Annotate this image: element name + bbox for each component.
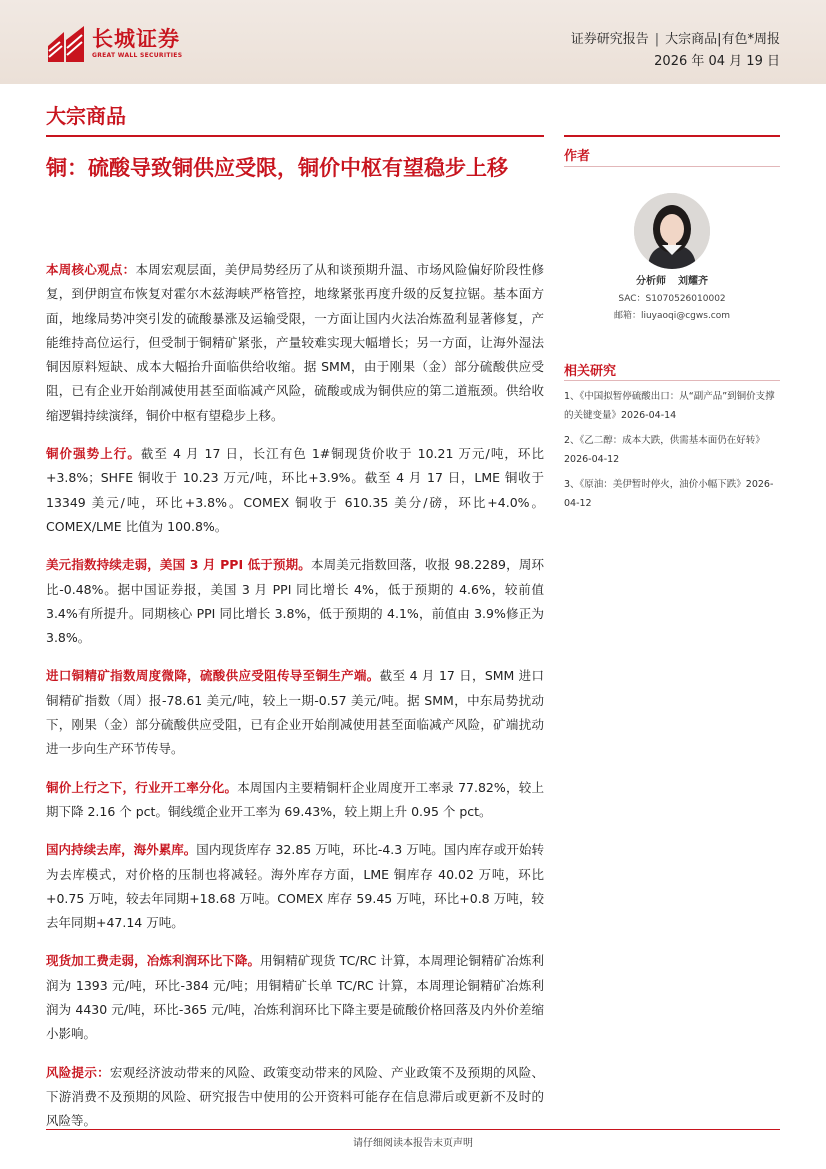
report-type: 证券研究报告	[570, 32, 649, 47]
footer-divider	[46, 1129, 780, 1130]
report-category: 大宗商品|有色*周报	[665, 32, 780, 47]
report-body	[46, 258, 544, 1148]
logo-english-name: GREAT WALL SECURITIES	[92, 52, 183, 59]
related-heading-line	[564, 380, 780, 381]
author-heading: 作者	[564, 149, 591, 164]
report-date: 2026 年 04 月 19 日	[654, 54, 780, 69]
related-item[interactable]: 3、《原油：美伊暂时停火，油价小幅下跌》2026-04-12	[564, 479, 774, 509]
company-logo	[46, 22, 182, 66]
paragraph-usd-index: 美元指数持续走弱，美国 3 月 PPI 低于预期。本周美元指数回落，收报 98.2289，周环比-0.48%。据中国证券报，美国 3 月 PPI 同比增长 4%，低于预期的 4.6%，较前值 3.4%有所提升。同期核心 PPI 同比增长 3.8%，低于预期的 4.1%，前值由 3.9%修正为 3.8%。	[46, 557, 544, 646]
related-research-list	[564, 387, 780, 519]
paragraph-inventory: 国内持续去库，海外累库。国内现货库存 32.85 万吨，环比-4.3 万吨。国内库存或开始转为去库模式，对价格的压制也将减轻。海外库存方面，LME 铜库存 40.02 万吨，环比+0.75 万吨，较去年同期+18.68 万吨。COMEX 库存 59.45 万吨，环比+0.8 万吨，较去年同期+47.14 万吨。	[46, 842, 544, 931]
related-research-heading: 相关研究	[564, 364, 617, 379]
paragraph-core-view: 本周核心观点：本周宏观层面，美伊局势经历了从和谈预期升温、市场风险偏好阶段性修复，到伊朗宣布恢复对霍尔木兹海峡严格管控，地缘紧张再度升级的反复拉锯。基本面方面，地缘局势冲突引发的硫酸暴涨及运输受限，一方面让国内火法冶炼盈利显著修复，产能维持高位运行，但受制于铜精矿紧张，产量较难实现大幅增长；另一方面，让海外湿法铜因原料短缺、成本大幅抬升面临供给收缩。据 SMM，由于刚果（金）部分硫酸供应受阻，已有企业开始削减使用甚至面临减产风险，硫酸或成为铜供应的第二道瓶颈。供给收缩逻辑持续演绎，铜价中枢有望稳步上移。	[46, 262, 544, 423]
sidebar-divider	[564, 135, 780, 137]
report-meta: 证券研究报告 | 大宗商品|有色*周报 2026 年 04 月 19 日	[571, 29, 780, 73]
analyst-photo	[634, 193, 710, 269]
analyst-name: 刘耀齐	[678, 276, 708, 287]
analyst-role-name	[564, 272, 780, 287]
footer-disclaimer: 请仔细阅读本报告末页声明	[353, 1138, 473, 1149]
paragraph-risk-warning: 风险提示：宏观经济波动带来的风险、政策变动带来的风险、产业政策不及预期的风险、下游消费不及预期的风险、研究报告中使用的公开资料可能存在信息滞后或更新不及时的风险等。	[46, 1064, 544, 1129]
logo-chinese-name: 长城证券	[92, 27, 180, 51]
paragraph-concentrate-index: 进口铜精矿指数周度微降，硫酸供应受阻传导至铜生产端。截至 4 月 17 日，SMM 进口铜精矿指数（周）报-78.61 美元/吨，较上一期-0.57 美元/吨。据 SMM，中东局势扰动下，刚果（金）部分硫酸供应受阻，已有企业开始削减使用甚至面临减产风险，矿端扰动进一步向生产环节传导。	[46, 668, 544, 757]
great-wall-logo-icon	[46, 24, 86, 64]
paragraph-copy-price: 铜价强势上行。截至 4 月 17 日，长江有色 1#铜现货价收于 10.21 万元/吨，环比+3.8%；SHFE 铜收于 10.23 万元/吨，环比+3.9%。截至 4 月 17 日，LME 铜收于 13349 美元/吨，环比+3.8%。COMEX 铜收于 610.35 美分/磅，环比+4.0%。COMEX/LME 比值为 100.8%。	[46, 446, 544, 534]
paragraph-operating-rate: 铜价上行之下，行业开工率分化。本周国内主要精铜杆企业周度开工率录 77.82%，较上期下降 2.16 个 pct。铜线缆企业开工率为 69.43%，较上期上升 0.95 个 pct。	[46, 779, 544, 819]
analyst-sac: SAC：S1070526010002	[618, 294, 726, 304]
related-item[interactable]: 2、《乙二醇：成本大跌，供需基本面仍在好转》2026-04-12	[564, 435, 765, 465]
analyst-role: 分析师	[636, 276, 666, 287]
report-title: 铜：硫酸导致铜供应受限，铜价中枢有望稳步上移	[46, 156, 508, 180]
analyst-avatar-icon	[634, 193, 710, 269]
paragraph-smelting-profit: 现货加工费走弱，冶炼利润环比下降。用铜精矿现货 TC/RC 计算，本周理论铜精矿冶炼利润为 1393 元/吨，环比-384 元/吨；用铜精矿长单 TC/RC 计算，本周理论铜精矿冶炼利润为 4430 元/吨，环比-365 元/吨，冶炼利润环比下降主要是硫酸价格回落及内外价差缩小影响。	[46, 953, 544, 1042]
author-heading-line	[564, 166, 780, 167]
related-item[interactable]: 1、《中国拟暂停硫酸出口：从“副产品”到铜价支撑的关键变量》2026-04-14	[564, 391, 775, 421]
section-title: 大宗商品	[46, 104, 126, 128]
analyst-email: 邮箱：liuyaoqi@cgws.com	[613, 311, 731, 321]
title-divider	[46, 135, 544, 137]
